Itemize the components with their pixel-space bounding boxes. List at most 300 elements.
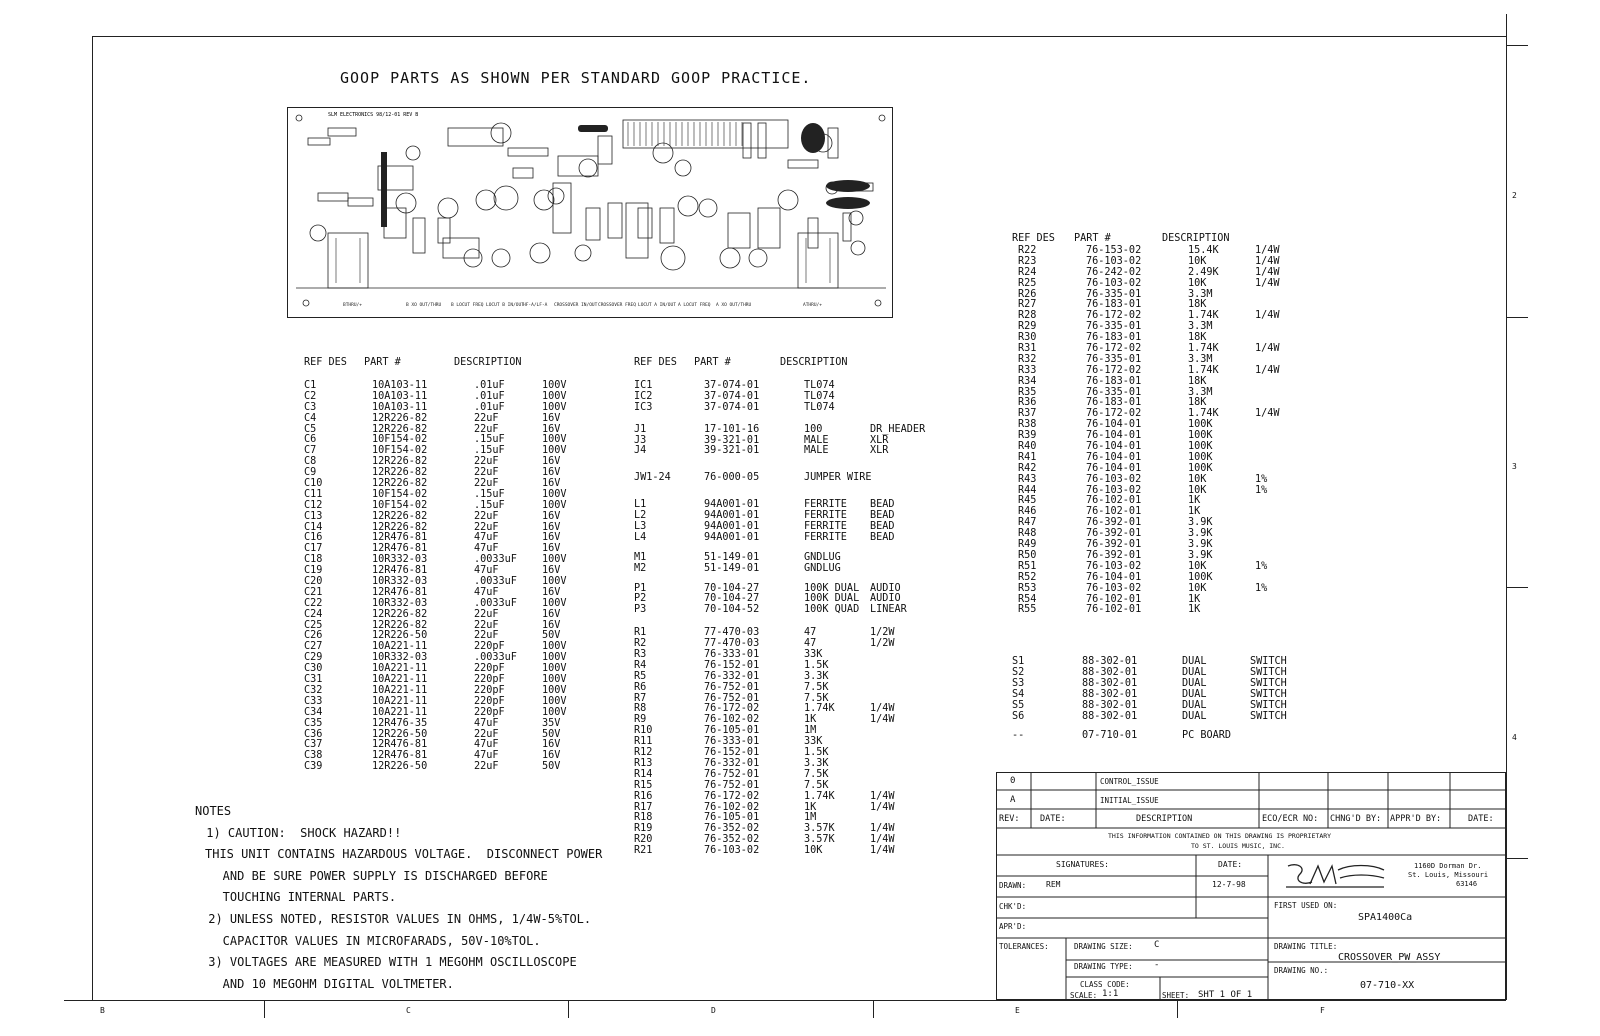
ref-des: R20 <box>634 834 653 846</box>
ref-des: S4 <box>1012 688 1025 700</box>
zone-tick <box>1506 317 1528 318</box>
part-number: 76-103-02 <box>1086 277 1142 289</box>
description: 3.9K <box>1188 528 1213 540</box>
rating: 50V <box>542 761 561 773</box>
ref-des: R42 <box>1018 462 1037 474</box>
note-line: CAPACITOR VALUES IN MICROFARADS, 50V-10%TOL. <box>201 933 541 948</box>
part-number: 76-172-02 <box>1086 343 1142 355</box>
part-number: 76-335-01 <box>1086 353 1142 365</box>
ref-des: S6 <box>1012 710 1025 722</box>
description: 2.49K <box>1188 266 1219 278</box>
description: 7.5K <box>804 779 829 791</box>
part-number: 39-321-01 <box>704 445 760 457</box>
notes-section <box>195 801 602 995</box>
description: 47 <box>804 627 817 639</box>
rating: 1/4W <box>1255 408 1280 420</box>
pcb-label: B LOCUT FREQ <box>451 303 484 308</box>
description: 18K <box>1188 332 1207 344</box>
class-code-label: CLASS CODE: <box>1080 980 1130 989</box>
description: 3.3M <box>1188 321 1213 333</box>
part-number: 12R476-81 <box>372 532 428 544</box>
part-number: 76-392-01 <box>1086 549 1142 561</box>
part-number: 76-172-02 <box>704 703 760 715</box>
pcb-label: ATHRU/+ <box>803 303 822 308</box>
scale-value: 1:1 <box>1102 989 1119 999</box>
part-number: 88-302-01 <box>1082 656 1138 668</box>
description: 22uF <box>474 478 499 490</box>
header-ref: REF DES <box>304 357 347 368</box>
zone-tick <box>568 1000 569 1018</box>
part-number: 10R332-03 <box>372 652 428 664</box>
ref-des: C1 <box>304 380 317 391</box>
description: FERRITE <box>804 521 847 533</box>
description: 100K <box>1188 430 1213 442</box>
address-line-3: 63146 <box>1456 880 1478 888</box>
ref-des: C5 <box>304 423 317 435</box>
ref-des: J4 <box>634 445 647 457</box>
description: .15uF <box>474 434 505 446</box>
drawing-number-value: 07-710-XX <box>1360 980 1415 991</box>
pcb-layout-drawing <box>287 107 893 318</box>
description: .15uF <box>474 488 505 500</box>
ref-des: M2 <box>634 562 647 574</box>
part-number: 76-105-01 <box>704 812 760 824</box>
description: 1M <box>804 725 817 737</box>
ref-des: C3 <box>304 401 317 413</box>
description: FERRITE <box>804 510 847 522</box>
description: 1M <box>804 812 817 824</box>
part-number: 10F154-02 <box>372 488 428 500</box>
company-logo <box>1280 860 1390 892</box>
description: 22uF <box>474 630 499 642</box>
rating: AUDIO <box>870 582 901 594</box>
ref-des: R55 <box>1018 604 1037 616</box>
ref-des: C35 <box>304 717 323 729</box>
description: .01uF <box>474 401 505 413</box>
description: PC BOARD <box>1182 729 1232 741</box>
ref-des: R1 <box>634 627 647 639</box>
part-number: 10R332-03 <box>372 597 428 609</box>
description: 47 <box>804 638 817 650</box>
description: 1.74K <box>804 703 835 715</box>
ref-des: R35 <box>1018 386 1037 398</box>
zone-label: D <box>711 1006 716 1015</box>
rating: 16V <box>542 532 561 544</box>
header-apprd: APPR'D BY: <box>1390 814 1442 824</box>
ref-des: M1 <box>634 551 647 563</box>
ref-des: S3 <box>1012 678 1025 690</box>
description: MALE <box>804 445 829 457</box>
description: 3.9K <box>1188 517 1213 529</box>
rating: BEAD <box>870 510 895 522</box>
rating: 16V <box>542 586 561 598</box>
zone-tick <box>1506 45 1528 46</box>
ref-des: C38 <box>304 750 323 762</box>
part-number: 88-302-01 <box>1082 710 1138 722</box>
part-number: 12R226-82 <box>372 510 428 522</box>
zone-label: 2 <box>1512 191 1517 200</box>
description: 1K <box>1188 495 1201 507</box>
ref-des: C31 <box>304 674 323 686</box>
ref-des: R54 <box>1018 593 1037 605</box>
part-number: 77-470-03 <box>704 627 760 639</box>
description: 3.9K <box>1188 549 1213 561</box>
part-number: 37-074-01 <box>704 380 760 391</box>
rating: 100V <box>542 652 567 664</box>
part-number: 76-172-02 <box>704 790 760 802</box>
rating: 1/4W <box>870 790 895 802</box>
part-number: 76-103-02 <box>1086 473 1142 485</box>
ref-des: C37 <box>304 739 323 751</box>
rating: 100V <box>542 380 567 391</box>
part-number: 77-470-03 <box>704 638 760 650</box>
ref-des: S5 <box>1012 699 1025 711</box>
page-title: GOOP PARTS AS SHOWN PER STANDARD GOOP PRACTICE. <box>340 69 812 87</box>
part-number: 76-172-02 <box>1086 408 1142 420</box>
rating: SWITCH <box>1250 710 1287 722</box>
description: DUAL <box>1182 678 1207 690</box>
rating: SWITCH <box>1250 656 1287 668</box>
rating: XLR <box>870 445 889 457</box>
date-label: DATE: <box>1218 860 1243 869</box>
rating: BEAD <box>870 521 895 533</box>
description: 10K <box>1188 473 1207 485</box>
description: 100K DUAL <box>804 593 860 605</box>
description: 100 <box>804 423 823 435</box>
rating: SWITCH <box>1250 678 1287 690</box>
pcb-label: A XO OUT/THRU <box>716 303 752 308</box>
part-number: 76-752-01 <box>704 692 760 704</box>
description: 3.3M <box>1188 386 1213 398</box>
ref-des: R34 <box>1018 375 1037 387</box>
ref-des: R41 <box>1018 451 1037 463</box>
ref-des: R37 <box>1018 408 1037 420</box>
description: 47uF <box>474 750 499 762</box>
description: GNDLUG <box>804 562 841 574</box>
part-number: 12R226-82 <box>372 521 428 533</box>
ref-des: R27 <box>1018 299 1037 311</box>
signatures-label: SIGNATURES: <box>1056 860 1109 869</box>
ref-des: C25 <box>304 619 323 631</box>
rating: 16V <box>542 565 561 577</box>
ref-des: R8 <box>634 703 647 715</box>
rating: 1/4W <box>870 834 895 846</box>
part-number: 76-102-02 <box>704 714 760 726</box>
rating: AUDIO <box>870 593 901 605</box>
part-number: 76-103-02 <box>1086 582 1142 594</box>
ref-des: C6 <box>304 434 317 446</box>
ref-des: C14 <box>304 521 323 533</box>
ref-des: C34 <box>304 706 323 718</box>
part-number: 10A221-11 <box>372 674 428 686</box>
drawn-date: 12-7-98 <box>1212 880 1246 889</box>
part-number: 12R226-82 <box>372 467 428 479</box>
part-number: 76-102-02 <box>704 801 760 813</box>
ref-des: R14 <box>634 768 653 780</box>
description: 220pF <box>474 663 505 675</box>
description: 1.5K <box>804 659 829 671</box>
rating: SWITCH <box>1250 667 1287 679</box>
description: 1.74K <box>1188 408 1219 420</box>
part-number: 76-752-01 <box>704 779 760 791</box>
description: 1K <box>1188 604 1201 616</box>
part-number: 94A001-01 <box>704 521 760 533</box>
description: .0033uF <box>474 597 517 609</box>
header-ref: REF DES <box>1012 233 1055 244</box>
part-number: 76-104-01 <box>1086 419 1142 431</box>
part-number: 10R332-03 <box>372 576 428 588</box>
ref-des: R2 <box>634 638 647 650</box>
part-number: 10A221-11 <box>372 663 428 675</box>
part-number: 88-302-01 <box>1082 688 1138 700</box>
part-number: 12R226-82 <box>372 456 428 468</box>
ref-des: P2 <box>634 593 647 605</box>
ref-des: C2 <box>304 390 317 402</box>
part-number: 10A221-11 <box>372 641 428 653</box>
ref-des: L2 <box>634 510 647 522</box>
part-number: 10A221-11 <box>372 695 428 707</box>
drawing-title-label: DRAWING TITLE: <box>1274 942 1338 951</box>
rating: 50V <box>542 630 561 642</box>
part-number: 76-172-02 <box>1086 364 1142 376</box>
rating: 100V <box>542 390 567 402</box>
part-number: 76-332-01 <box>704 757 760 769</box>
ref-des: R3 <box>634 649 647 661</box>
rating: 100V <box>542 445 567 457</box>
rating: 16V <box>542 478 561 490</box>
rating: 1/4W <box>870 845 895 857</box>
ref-des: R33 <box>1018 364 1037 376</box>
part-number: 76-103-02 <box>1086 255 1142 267</box>
ref-des: R10 <box>634 725 653 737</box>
part-number: 76-183-01 <box>1086 299 1142 311</box>
part-number: 37-074-01 <box>704 390 760 402</box>
description: JUMPER WIRE <box>804 472 872 484</box>
note-line: THIS UNIT CONTAINS HAZARDOUS VOLTAGE. DISCONNECT POWER <box>205 847 603 862</box>
part-number: 17-101-16 <box>704 423 760 435</box>
pcb-label: LOCUT A IN/OUT <box>638 303 676 308</box>
ref-des: R30 <box>1018 332 1037 344</box>
zone-label: 4 <box>1512 733 1517 742</box>
description: 47uF <box>474 532 499 544</box>
ref-des: C36 <box>304 728 323 740</box>
ref-des: R45 <box>1018 495 1037 507</box>
description: 47uF <box>474 565 499 577</box>
part-number: 12R226-82 <box>372 412 428 424</box>
part-number: 94A001-01 <box>704 499 760 511</box>
rating: 16V <box>542 750 561 762</box>
description: 7.5K <box>804 768 829 780</box>
ref-des: R4 <box>634 659 647 671</box>
rating: 1/4W <box>1255 364 1280 376</box>
rating: 16V <box>542 467 561 479</box>
description: 3.57K <box>804 823 835 835</box>
sheet-value: SHT 1 OF 1 <box>1198 990 1253 1000</box>
ref-des: C10 <box>304 478 323 490</box>
border-bottom <box>64 1000 1506 1001</box>
part-number: 39-321-01 <box>704 434 760 446</box>
part-number: 76-153-02 <box>1086 245 1142 256</box>
note-line: AND 10 MEGOHM DIGITAL VOLTMETER. <box>201 976 454 991</box>
drawn-by: REM <box>1046 880 1061 889</box>
description: 100K <box>1188 441 1213 453</box>
ref-des: S2 <box>1012 667 1025 679</box>
part-number: 10F154-02 <box>372 445 428 457</box>
zone-label: 3 <box>1512 462 1517 471</box>
part-number: 10A221-11 <box>372 684 428 696</box>
description: 1.74K <box>1188 343 1219 355</box>
description: 18K <box>1188 299 1207 311</box>
note-line: AND BE SURE POWER SUPPLY IS DISCHARGED BEFORE <box>201 868 548 883</box>
description: 100K <box>1188 462 1213 474</box>
ref-des: -- <box>1012 729 1025 741</box>
part-number: 07-710-01 <box>1082 729 1138 741</box>
description: .15uF <box>474 445 505 457</box>
description: 3.3K <box>804 757 829 769</box>
part-number: 51-149-01 <box>704 551 760 563</box>
description: DUAL <box>1182 699 1207 711</box>
pcb-label: CROSSOVER FREQ <box>598 303 636 308</box>
note-line: 2) UNLESS NOTED, RESISTOR VALUES IN OHMS, 1/4W-5%TOL. <box>201 911 592 926</box>
border-top <box>92 36 1506 37</box>
rating: 100V <box>542 684 567 696</box>
part-number: 76-104-01 <box>1086 451 1142 463</box>
ref-des: R53 <box>1018 582 1037 594</box>
part-number: 10R332-03 <box>372 554 428 566</box>
zone-label: F <box>1320 1006 1325 1015</box>
pcb-label: A LOCUT FREQ <box>678 303 711 308</box>
ref-des: R50 <box>1018 549 1037 561</box>
scale-label: SCALE: <box>1070 991 1098 1000</box>
description: 1.5K <box>804 747 829 759</box>
part-number: 76-102-01 <box>1086 593 1142 605</box>
ref-des: IC3 <box>634 401 653 413</box>
part-number: 76-183-01 <box>1086 375 1142 387</box>
part-number: 12R476-81 <box>372 750 428 762</box>
description: 220pF <box>474 674 505 686</box>
part-number: 37-074-01 <box>704 401 760 413</box>
description: .0033uF <box>474 652 517 664</box>
description: .01uF <box>474 390 505 402</box>
rating: 16V <box>542 423 561 435</box>
rating: 1/4W <box>1255 277 1280 289</box>
part-number: 76-104-01 <box>1086 430 1142 442</box>
part-number: 76-104-01 <box>1086 441 1142 453</box>
part-number: 76-102-01 <box>1086 506 1142 518</box>
ref-des: R40 <box>1018 441 1037 453</box>
part-number: 12R476-81 <box>372 565 428 577</box>
description: TL074 <box>804 380 835 391</box>
ref-des: R12 <box>634 747 653 759</box>
address-line-2: St. Louis, Missouri <box>1408 871 1489 879</box>
description: 22uF <box>474 423 499 435</box>
ref-des: R17 <box>634 801 653 813</box>
description: TL074 <box>804 401 835 413</box>
ref-des: C18 <box>304 554 323 566</box>
part-number: 76-242-02 <box>1086 266 1142 278</box>
rating: XLR <box>870 434 889 446</box>
description: 10K <box>804 845 823 857</box>
part-number: 70-104-27 <box>704 593 760 605</box>
description: 10K <box>1188 582 1207 594</box>
rev-a-desc: INITIAL_ISSUE <box>1100 796 1159 805</box>
title-block <box>996 772 1506 1000</box>
ref-des: C13 <box>304 510 323 522</box>
border-right <box>1506 14 1507 1000</box>
description: .0033uF <box>474 554 517 566</box>
header-desc: DESCRIPTION <box>1162 233 1230 244</box>
part-number: 76-752-01 <box>704 681 760 693</box>
drawing-type-label: DRAWING TYPE: <box>1074 962 1133 971</box>
rating: 1% <box>1255 582 1268 594</box>
part-number: 76-392-01 <box>1086 539 1142 551</box>
description: 33K <box>804 649 823 661</box>
rating: 1/4W <box>870 801 895 813</box>
rating: 16V <box>542 739 561 751</box>
description: 10K <box>1188 560 1207 572</box>
ref-des: R26 <box>1018 288 1037 300</box>
header-desc: DESCRIPTION <box>454 357 522 368</box>
header-desc: DESCRIPTION <box>780 357 848 368</box>
description: TL074 <box>804 390 835 402</box>
rating: 100V <box>542 706 567 718</box>
rating: 1/2W <box>870 638 895 650</box>
description: 220pF <box>474 706 505 718</box>
part-number: 76-102-01 <box>1086 604 1142 616</box>
description: 22uF <box>474 467 499 479</box>
ref-des: C27 <box>304 641 323 653</box>
ref-des: C11 <box>304 488 323 500</box>
ref-des: C20 <box>304 576 323 588</box>
description: DUAL <box>1182 656 1207 668</box>
ref-des: R44 <box>1018 484 1037 496</box>
description: 1.74K <box>1188 364 1219 376</box>
part-number: 51-149-01 <box>704 562 760 574</box>
description: 220pF <box>474 695 505 707</box>
part-number: 12R226-82 <box>372 478 428 490</box>
ref-des: R19 <box>634 823 653 835</box>
part-number: 94A001-01 <box>704 531 760 543</box>
ref-des: R7 <box>634 692 647 704</box>
part-number: 10A221-11 <box>372 706 428 718</box>
ref-des: JW1-24 <box>634 472 671 484</box>
part-number: 76-103-02 <box>1086 484 1142 496</box>
rating: 100V <box>542 499 567 511</box>
ref-des: R31 <box>1018 343 1037 355</box>
pcb-label: B XO OUT/THRU <box>406 303 442 308</box>
description: .0033uF <box>474 576 517 588</box>
header-part: PART # <box>1074 233 1111 244</box>
ref-des: C7 <box>304 445 317 457</box>
description: 1K <box>804 714 817 726</box>
rating: 1% <box>1255 473 1268 485</box>
part-number: 10A103-11 <box>372 390 428 402</box>
description: 22uF <box>474 619 499 631</box>
sheet-label: SHEET: <box>1162 991 1190 1000</box>
description: 22uF <box>474 412 499 424</box>
border-left <box>92 36 93 1000</box>
part-number: 76-105-01 <box>704 725 760 737</box>
part-number: 12R226-50 <box>372 761 428 773</box>
ref-des: C32 <box>304 684 323 696</box>
part-number: 76-102-01 <box>1086 495 1142 507</box>
zone-tick <box>264 1000 265 1018</box>
rating: 16V <box>542 412 561 424</box>
note-line: 3) VOLTAGES ARE MEASURED WITH 1 MEGOHM OSCILLOSCOPE <box>201 955 577 970</box>
checked-label: CHK'D: <box>999 902 1027 911</box>
ref-des: C30 <box>304 663 323 675</box>
part-number: 12R226-82 <box>372 608 428 620</box>
